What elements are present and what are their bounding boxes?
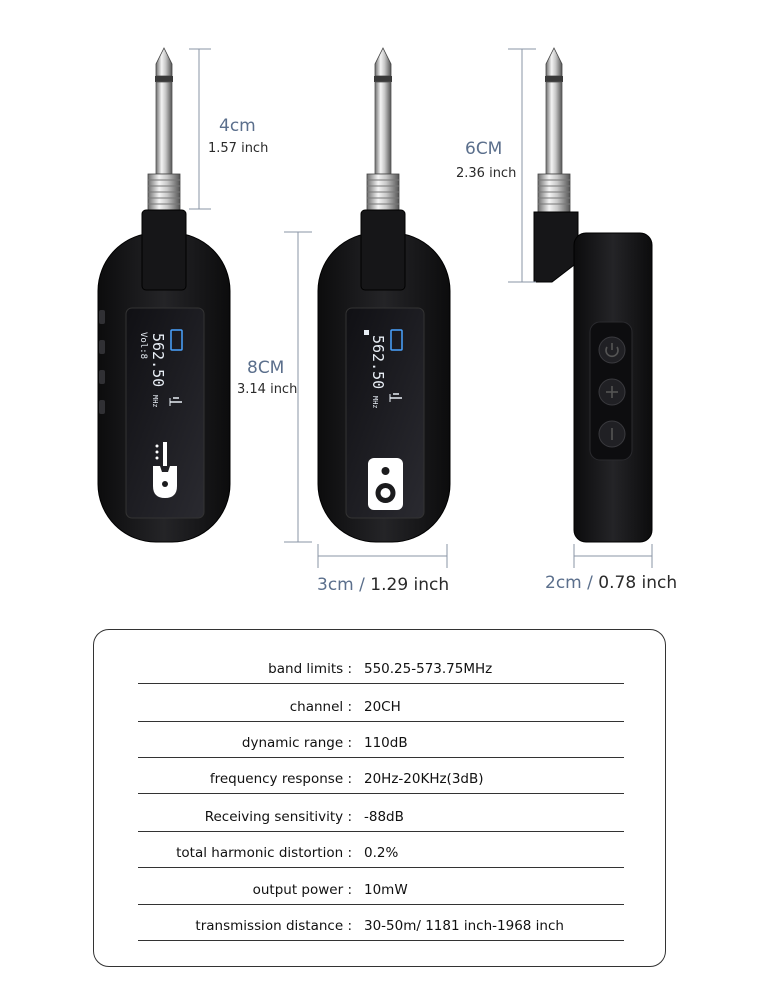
spec-label: channel : bbox=[289, 699, 352, 715]
side-height-imperial: 2.36 inch bbox=[456, 166, 517, 181]
side-view-device bbox=[534, 48, 652, 542]
receiver-device bbox=[318, 48, 450, 542]
spec-row bbox=[138, 647, 624, 684]
front-width-label bbox=[317, 575, 449, 595]
spec-row bbox=[138, 795, 624, 832]
spec-label: total harmonic distortion : bbox=[176, 845, 352, 861]
rx-unit: MHz bbox=[371, 396, 379, 409]
spec-value: -88dB bbox=[364, 809, 404, 825]
spec-row bbox=[138, 868, 624, 905]
spec-row bbox=[138, 721, 624, 758]
body-height-imperial: 3.14 inch bbox=[237, 382, 298, 397]
side-width-separator: / bbox=[581, 573, 599, 593]
spec-value: 0.2% bbox=[364, 845, 399, 861]
spec-value: 30-50m/ 1181 inch-1968 inch bbox=[364, 918, 564, 934]
front-width-imperial: 1.29 inch bbox=[370, 575, 450, 595]
tx-unit: MHz bbox=[151, 395, 159, 408]
plug-height-imperial: 1.57 inch bbox=[208, 141, 269, 156]
spec-label: band limits : bbox=[268, 661, 352, 677]
spec-value: 20CH bbox=[364, 699, 401, 715]
side-height-metric: 6CM bbox=[465, 139, 503, 159]
spec-label: output power : bbox=[252, 882, 352, 898]
channel-indicator bbox=[364, 330, 369, 335]
spec-label: frequency response : bbox=[209, 771, 352, 787]
spec-value: 550.25-573.75MHz bbox=[364, 661, 493, 677]
spec-value: 20Hz-20KHz(3dB) bbox=[364, 771, 484, 787]
spec-row bbox=[138, 904, 624, 941]
spec-row bbox=[138, 757, 624, 794]
spec-label: dynamic range : bbox=[241, 735, 352, 751]
side-width-metric: 2cm bbox=[545, 573, 582, 593]
spec-label: Receiving sensitivity : bbox=[204, 809, 352, 825]
speaker-icon bbox=[368, 458, 403, 510]
body-height-metric: 8CM bbox=[247, 358, 285, 378]
spec-label: transmission distance : bbox=[195, 918, 352, 934]
transmitter-device bbox=[98, 48, 230, 542]
side-width-imperial: 0.78 inch bbox=[598, 573, 678, 593]
tx-volume: Vol:8 bbox=[138, 332, 148, 360]
spec-value: 10mW bbox=[364, 882, 408, 898]
spec-row bbox=[138, 831, 624, 868]
spec-row bbox=[138, 685, 624, 722]
rx-frequency: 562.50 bbox=[369, 335, 387, 390]
tx-frequency: 562.50 bbox=[149, 333, 167, 388]
front-width-metric: 3cm bbox=[317, 575, 354, 595]
plug-height-metric: 4cm bbox=[219, 116, 256, 136]
spec-value: 110dB bbox=[364, 735, 408, 751]
spec-table bbox=[93, 629, 666, 967]
front-width-separator: / bbox=[353, 575, 371, 595]
side-width-label bbox=[545, 573, 677, 593]
